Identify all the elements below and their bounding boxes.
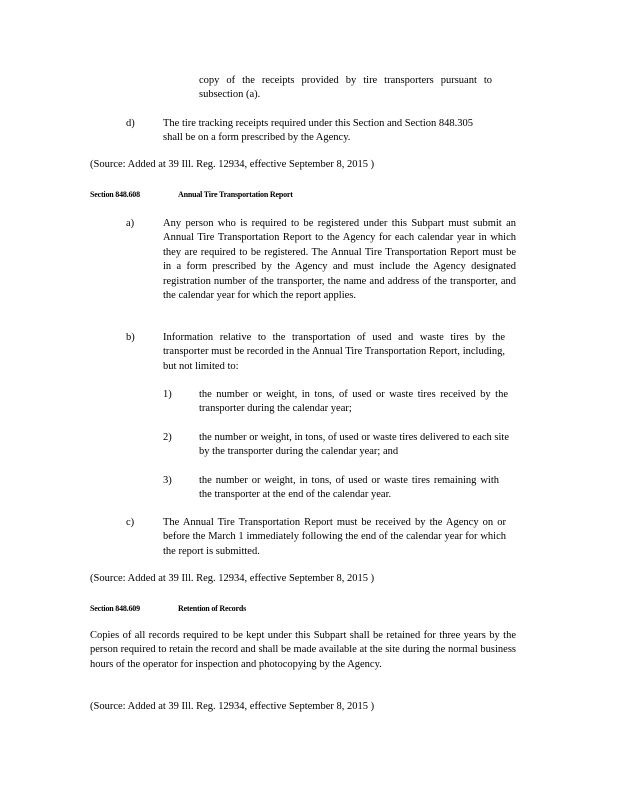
item-1-label: 1) [163,389,172,400]
section-848-608-heading [90,189,293,201]
source-note-1: (Source: Added at 39 Ill. Reg. 12934, effective September 8, 2015 ) [90,159,375,170]
section-number: Section 848.608 [90,190,140,199]
para-a-text: Any person who is required to be registered under this Subpart must submit an Annual Tire Transportation Report to the Agency for each calendar year in which they are required to be registered. The Annual Tire Transportation Report must be in a form prescribed by the Agency and must include the Agency designated registration number of the transporter, the name and address of the transporter, and the calendar year for which the report applies. [163,218,516,302]
item-1-text: the number or weight, in tons, of used or waste tires received by the transporter during the calendar year; [199,389,508,415]
para-d-text: The tire tracking receipts required under this Section and Section 848.305 shall be on a form prescribed by the Agency. [163,118,473,144]
continuation-paragraph: copy of the receipts provided by tire transporters pursuant to subsection (a). [199,75,492,101]
section-848-609-heading [90,603,246,615]
item-2-text: the number or weight, in tons, of used or waste tires delivered to each site by the transporter during the calendar year; and [199,432,509,458]
section-title: Retention of Records [178,604,246,613]
source-note-3: (Source: Added at 39 Ill. Reg. 12934, effective September 8, 2015 ) [90,701,375,712]
para-c-label: c) [126,517,135,528]
section-title: Annual Tire Transportation Report [178,190,293,199]
item-2-label: 2) [163,432,172,443]
para-b-label: b) [126,332,135,343]
retention-paragraph: Copies of all records required to be kept under this Subpart shall be retained for three years by the person required to retain the record and shall be made available at the site during the normal business hours of the operator for inspection and photocopying by the Agency. [90,630,516,670]
para-b-text: Information relative to the transportation of used and waste tires by the transporter must be recorded in the Annual Tire Transportation Report, including, but not limited to: [163,332,505,372]
section-number: Section 848.609 [90,604,140,613]
item-3-text: the number or weight, in tons, of used or waste tires remaining with the transporter at the end of the calendar year. [199,475,499,501]
para-a-label: a) [126,218,135,229]
para-d-label: d) [126,118,135,129]
source-note-2: (Source: Added at 39 Ill. Reg. 12934, effective September 8, 2015 ) [90,573,375,584]
item-3-label: 3) [163,475,172,486]
para-c-text: The Annual Tire Transportation Report must be received by the Agency on or before the March 1 immediately following the end of the calendar year for which the report is submitted. [163,517,506,557]
